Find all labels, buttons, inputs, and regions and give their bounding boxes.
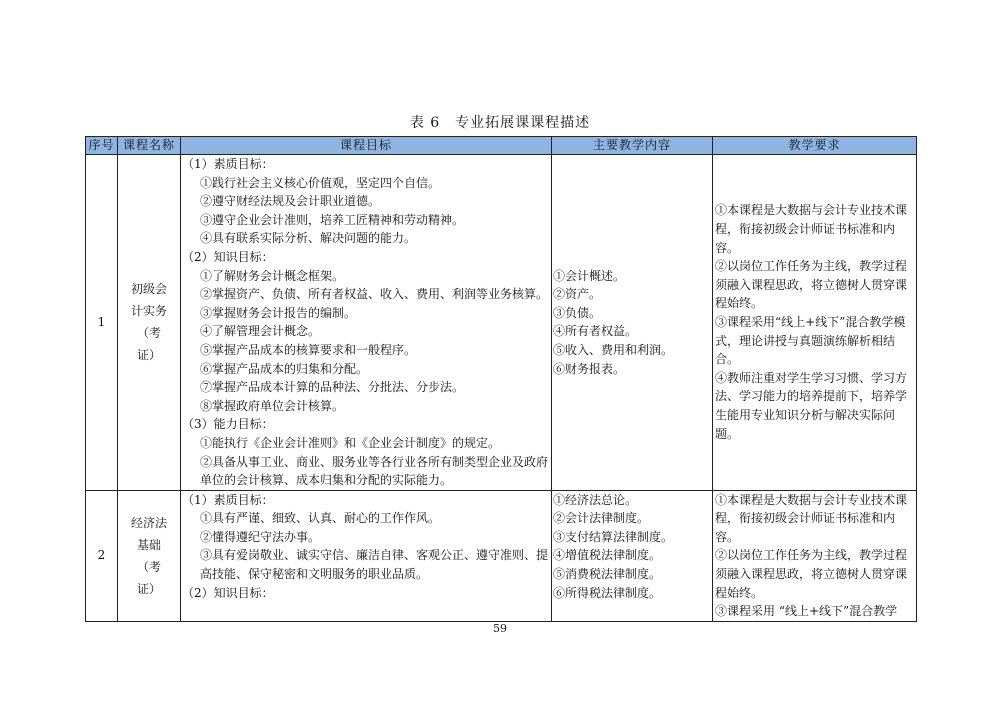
goal-item: ①了解财务会计概念框架。	[200, 268, 345, 283]
page-number: 59	[493, 622, 507, 635]
goal-item: ②具备从事工业、商业、服务业等各行业各所有制类型企业及政府单位的会计核算、成本归集和分配的实际能力。	[200, 454, 549, 488]
content-item: ④增值税法律制度。	[553, 548, 662, 563]
course-content	[552, 155, 713, 491]
course-name: 经济法基础（考证）	[118, 490, 181, 621]
goal-item: ②懂得遵纪守法办事。	[200, 529, 321, 544]
header-num: 序号	[86, 137, 118, 155]
content-item: ⑤收入、费用和利润。	[553, 342, 674, 357]
content-item: ③负债。	[553, 305, 602, 320]
course-table	[85, 136, 917, 622]
course-goals	[181, 490, 552, 621]
content-item: ②会计法律制度。	[553, 511, 650, 526]
goal-item: ⑤掌握产品成本的核算要求和一般程序。	[200, 342, 417, 357]
goal-item: ⑧掌握政府单位会计核算。	[200, 398, 345, 413]
content-item: ①会计概述。	[553, 268, 626, 283]
goal-item: ①能执行《企业会计准则》和《企业会计制度》的规定。	[200, 435, 501, 450]
goal-item: ③遵守企业会计准则，培养工匠精神和劳动精神。	[200, 212, 465, 227]
goal-item: ⑥掌握产品成本的归集和分配。	[200, 361, 369, 376]
content-item: ④所有者权益。	[553, 324, 638, 339]
goal-item: ①具有严谨、细致、认真、耐心的工作作风。	[200, 511, 441, 526]
content-item: ②资产。	[553, 287, 602, 302]
row-number: 2	[86, 490, 118, 621]
requirement-item: ②以岗位工作任务为主线，教学过程须融入课程思政，将立德树人贯穿课程始终。	[715, 259, 908, 311]
goal-heading: （1）素质目标：	[182, 492, 274, 507]
goal-heading: （2）知识目标：	[182, 249, 274, 264]
table-row	[86, 155, 917, 491]
header-name: 课程名称	[118, 137, 181, 155]
table-title: 表 6 专业拓展课课程描述	[409, 115, 591, 131]
course-name: 初级会计实务（考证）	[118, 155, 181, 491]
requirement-item: ③课程采用“线上+线下”混合教学模式，理论讲授与真题演练解析相结合。	[715, 315, 906, 367]
requirement-item: ④教师注重对学生学习习惯、学习方法、学习能力的培养提前下，培养学生能用专业知识分析与解决实际问题。	[715, 370, 908, 441]
goal-item: ④具有联系实际分析、解决问题的能力。	[200, 231, 417, 246]
table-row	[86, 490, 917, 621]
course-content	[552, 490, 713, 621]
goal-heading: （1）素质目标：	[182, 157, 274, 171]
header-row	[86, 137, 917, 155]
goal-item: ③掌握财务会计报告的编制。	[200, 305, 357, 320]
requirement-item: ①本课程是大数据与会计专业技术课程，衔接初级会计师证书标准和内容。	[715, 203, 908, 255]
header-requirements: 教学要求	[713, 137, 917, 155]
goal-item: ①践行社会主义核心价值观，坚定四个自信。	[200, 175, 441, 190]
row-number: 1	[86, 155, 118, 491]
content-item: ⑤消费税法律制度。	[553, 567, 662, 582]
goal-heading: （3）能力目标：	[182, 417, 274, 432]
content-item: ⑥所得税法律制度。	[553, 585, 662, 600]
goal-item: ②掌握资产、负债、所有者权益、收入、费用、利润等业务核算。	[200, 287, 549, 302]
goal-item: ④了解管理会计概念。	[200, 324, 321, 339]
goal-item: ②遵守财经法规及会计职业道德。	[200, 194, 381, 209]
goal-item: ⑦掌握产品成本计算的品种法、分批法、分步法。	[200, 380, 465, 395]
requirement-item: ①本课程是大数据与会计专业技术课程，衔接初级会计师证书标准和内容。	[715, 492, 908, 544]
content-item: ③支付结算法律制度。	[553, 529, 674, 544]
goal-heading: （2）知识目标：	[182, 585, 274, 600]
course-requirements	[713, 155, 917, 491]
course-goals	[181, 155, 552, 491]
requirement-item: ②以岗位工作任务为主线，教学过程须融入课程思政，将立德树人贯穿课程始终。	[715, 548, 908, 600]
header-goals: 课程目标	[181, 137, 552, 155]
goal-item: ③具有爱岗敬业、诚实守信、廉洁自律、客观公正、遵守准则、提高技能、保守秘密和文明服务的职业品质。	[200, 548, 549, 582]
header-content: 主要教学内容	[552, 137, 713, 155]
content-item: ①经济法总论。	[553, 492, 638, 507]
requirement-item: ③课程采用 “线上+线下”混合教学	[715, 604, 898, 619]
course-requirements	[713, 490, 917, 621]
content-item: ⑥财务报表。	[553, 361, 626, 376]
